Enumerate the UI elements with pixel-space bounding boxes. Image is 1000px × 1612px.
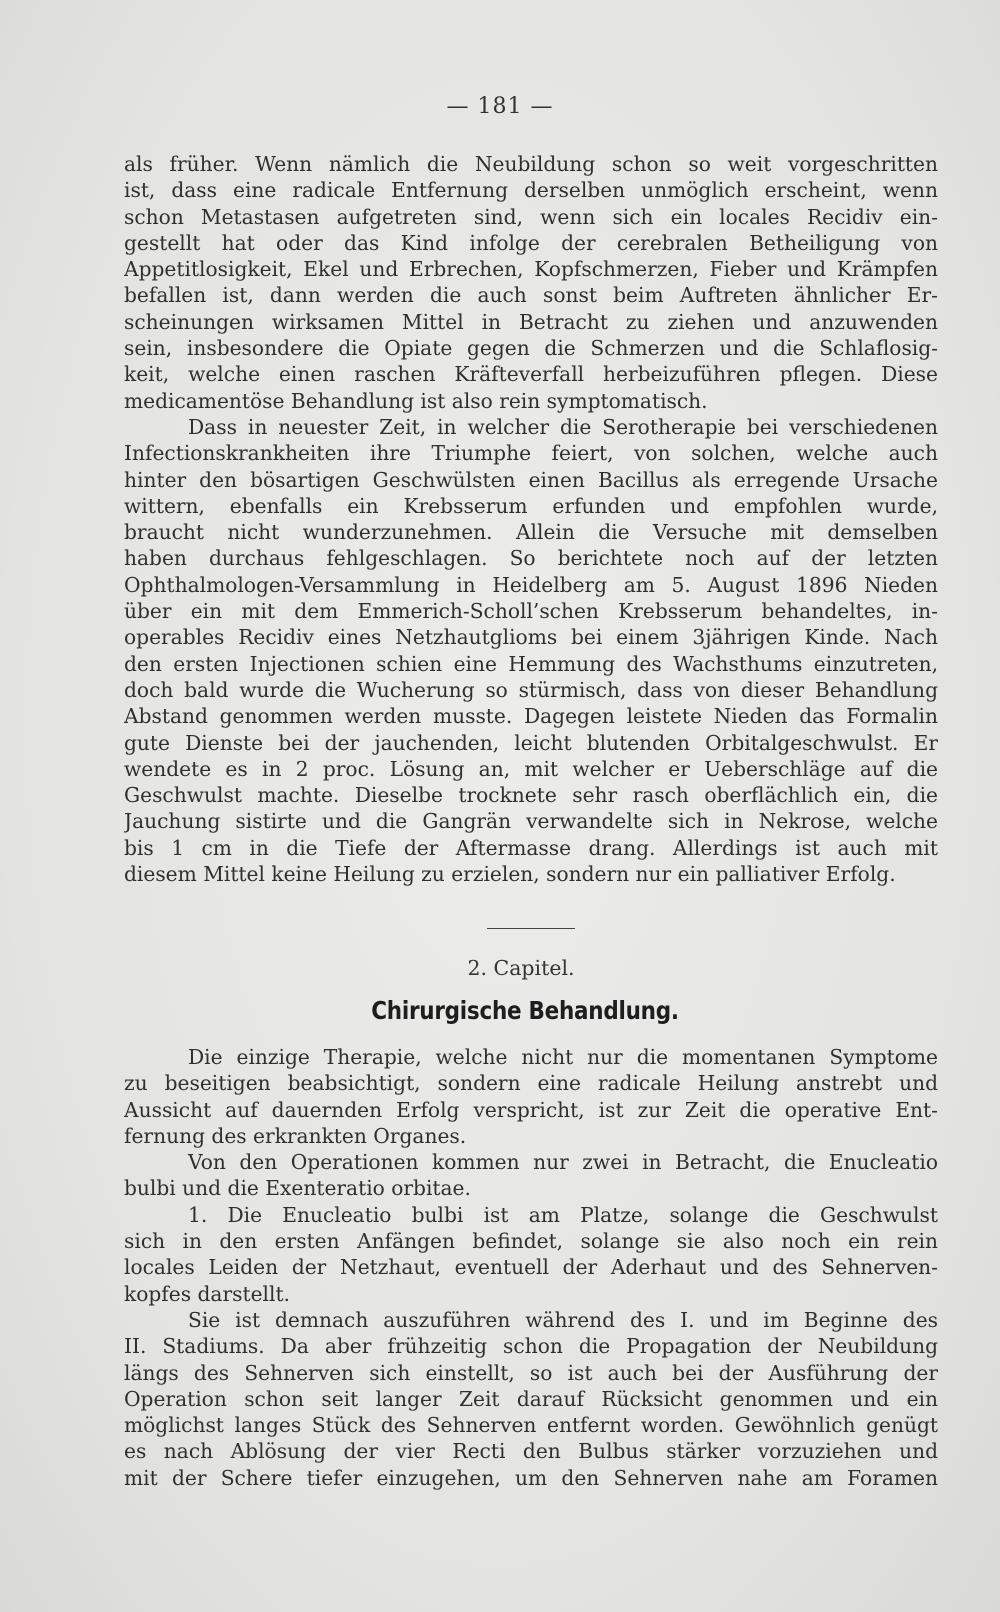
text-line: braucht nicht wunderzunehmen. Allein die Versuche mit demselben: [124, 520, 938, 545]
text-line: zu beseitigen beabsichtigt, sondern eine radicale Heilung anstrebt und: [124, 1071, 938, 1096]
text-line: operables Recidiv eines Netzhautglioms bei einem 3jährigen Kinde. Nach: [124, 625, 938, 650]
text-line: Geschwulst machte. Dieselbe trocknete sehr rasch oberflächlich ein, die: [124, 783, 938, 808]
text-line: bis 1 cm in die Tiefe der Aftermasse drang. Allerdings ist auch mit: [124, 835, 938, 860]
text-line: schon Metastasen aufgetreten sind, wenn sich ein locales Recidiv ein-: [124, 204, 938, 229]
text-line: als früher. Wenn nämlich die Neubildung schon so weit vorgeschritten: [124, 152, 938, 176]
chapter-title: Chirurgische Behandlung.: [371, 996, 679, 1025]
text-line: haben durchaus fehlgeschlagen. So berichtete noch auf der letzten: [124, 546, 938, 571]
text-line: wendete es in 2 proc. Lösung an, mit welcher er Ueberschläge auf die: [124, 756, 938, 781]
text-line: es nach Ablösung der vier Recti den Bulbus stärker vorzuziehen und: [124, 1439, 938, 1464]
text-line: 1. Die Enucleatio bulbi ist am Platze, solange die Geschwulst: [188, 1202, 938, 1227]
text-line: keit, welche einen raschen Kräfteverfall herbeizuführen pflegen. Diese: [124, 362, 938, 387]
text-line: Appetitlosigkeit, Ekel und Erbrechen, Kopfschmerzen, Fieber und Krämpfen: [124, 257, 938, 282]
text-line: Aussicht auf dauernden Erfolg verspricht, ist zur Zeit die operative Ent-: [124, 1097, 938, 1122]
text-line: scheinungen wirksamen Mittel in Betracht zu ziehen und anzuwenden: [124, 309, 938, 334]
text-line: Infectionskrankheiten ihre Triumphe feiert, von solchen, welche auch: [124, 441, 938, 466]
text-line: ist, dass eine radicale Entfernung derselben unmöglich erscheint, wenn: [124, 178, 938, 203]
text-line: Die einzige Therapie, welche nicht nur die momentanen Symptome: [188, 1045, 938, 1069]
text-line: sein, insbesondere die Opiate gegen die Schmerzen und die Schlaflosig-: [124, 336, 938, 361]
text-line: II. Stadiums. Da aber frühzeitig schon die Propagation der Neubildung: [124, 1334, 938, 1359]
text-line: Jauchung sistirte und die Gangrän verwandelte sich in Nekrose, welche: [124, 809, 938, 834]
text-line: locales Leiden der Netzhaut, eventuell der Aderhaut und des Sehnerven-: [124, 1255, 938, 1280]
text-line: Operation schon seit langer Zeit darauf Rücksicht genommen und ein: [124, 1386, 938, 1411]
text-line: kopfes darstellt.: [124, 1281, 290, 1306]
body-text-section-1: [124, 151, 938, 887]
text-line: Von den Operationen kommen nur zwei in Betracht, die Enucleatio: [188, 1150, 938, 1175]
text-line: Abstand genommen werden musste. Dagegen leistete Nieden das Formalin: [124, 704, 938, 729]
text-line: Sie ist demnach auszuführen während des I. und im Beginne des: [188, 1307, 938, 1332]
text-line: gestellt hat oder das Kind infolge der cerebralen Betheiligung von: [124, 230, 938, 255]
text-line: fernung des erkrankten Organes.: [124, 1123, 467, 1148]
text-line: den ersten Injectionen schien eine Hemmung des Wachsthums einzutreten,: [124, 651, 938, 676]
text-line: wittern, ebenfalls ein Krebsserum erfunden und empfohlen wurde,: [124, 493, 938, 518]
text-line: bulbi und die Exenteratio orbitae.: [124, 1176, 471, 1201]
text-line: sich in den ersten Anfängen befindet, solange sie also noch ein rein: [124, 1229, 938, 1254]
text-line: mit der Schere tiefer einzugehen, um den Sehnerven nahe am Foramen: [124, 1465, 938, 1490]
text-line: über ein mit dem Emmerich-Scholl’schen Krebsserum behandeltes, in-: [124, 599, 938, 624]
chapter-label: 2. Capitel.: [467, 956, 575, 980]
section-divider: [487, 928, 575, 929]
text-line: längs des Sehnerven sich einstellt, so ist auch bei der Ausführung der: [124, 1360, 938, 1385]
text-line: diesem Mittel keine Heilung zu erzielen, sondern nur ein palliativer Erfolg.: [124, 862, 896, 887]
text-line: hinter den bösartigen Geschwülsten einen Bacillus als erregende Ursache: [124, 467, 938, 492]
text-line: doch bald wurde die Wucherung so stürmisch, dass von dieser Behandlung: [124, 677, 938, 702]
text-line: gute Dienste bei der jauchenden, leicht blutenden Orbitalgeschwulst. Er: [124, 730, 938, 755]
text-line: Ophthalmologen-Versammlung in Heidelberg am 5. August 1896 Nieden: [124, 572, 938, 597]
page-number: — 181 —: [446, 94, 554, 119]
text-line: befallen ist, dann werden die auch sonst beim Auftreten ähnlicher Er-: [124, 283, 938, 308]
body-text-section-2: [124, 1044, 938, 1491]
text-line: möglichst langes Stück des Sehnerven entfernt worden. Gewöhnlich genügt: [124, 1413, 938, 1438]
text-line: medicamentöse Behandlung ist also rein symptomatisch.: [124, 388, 708, 413]
text-line: Dass in neuester Zeit, in welcher die Serotherapie bei verschiedenen: [188, 414, 938, 439]
